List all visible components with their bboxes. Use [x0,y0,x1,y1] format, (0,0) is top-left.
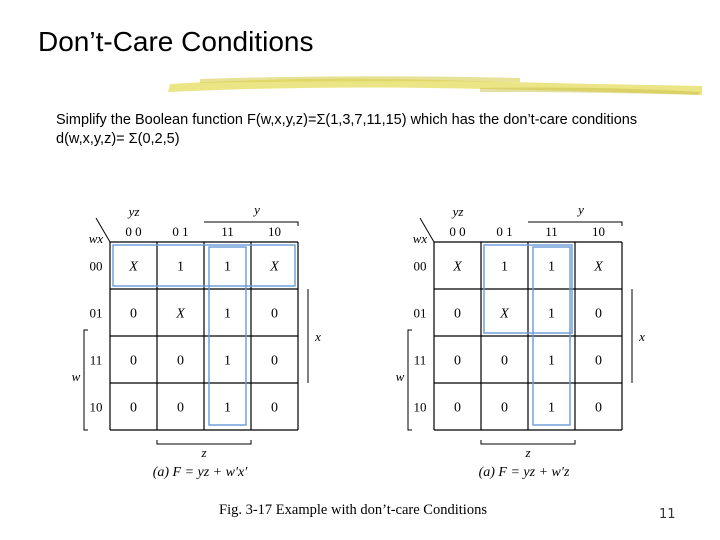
figure-caption: Fig. 3-17 Example with don’t-care Conditions [219,502,487,518]
kmap-col-header: 10 [592,224,605,239]
kmap-col-header: 11 [221,224,234,239]
kmap-col-header: 0 1 [172,224,189,239]
kmap-cell: 0 [595,353,602,369]
kmap-cell: X [176,306,185,322]
kmap-cell: 0 [177,353,184,369]
kmap-cell: 0 [271,400,278,416]
kmap-var-y: y [254,202,260,217]
kmap-z-bracket [157,440,251,444]
kmap-cell: 1 [224,306,231,322]
kmap-z-bracket [481,440,575,444]
kmap-col-header: 0 0 [125,224,142,239]
kmap-cell: 0 [595,306,602,322]
kmap-cell: X [270,259,279,275]
kmap-cell: 1 [548,353,555,369]
kmap-row-var-label: wx [88,231,104,246]
kmap-cell: 0 [501,400,508,416]
kmap-var-x: x [315,329,321,344]
kmap-cell: 0 [454,353,461,369]
kmap-row-header: 10 [89,399,103,415]
kmap-cell: 1 [224,400,231,416]
kmap-row-header: 01 [413,305,427,321]
kmap-cell: 1 [501,259,508,275]
kmap-y-bracket [204,222,298,226]
kmap-var-x: x [639,329,645,344]
kmap-cell: 0 [501,353,508,369]
kmap-row-header: 01 [89,305,103,321]
page-number: 11 [659,507,676,522]
kmap-2 [396,202,645,480]
kmap-cell: 0 [130,306,137,322]
kmap-col-header: 0 0 [449,224,466,239]
kmap-row-var-label: wx [412,231,428,246]
kmap-row-header: 10 [413,399,427,415]
kmap-cell: 1 [548,400,555,416]
kmap-w-bracket [408,330,412,430]
kmap-row-header: 00 [89,258,103,274]
kmap-cell: 0 [130,353,137,369]
kmap-var-z: z [525,445,531,460]
kmap-col-var-label: yz [128,204,140,219]
kmap-w-bracket [84,330,88,430]
kmap-cell: X [453,259,462,275]
kmap-cell: 0 [454,400,461,416]
kmap-var-z: z [201,445,207,460]
kmap-caption: (a) F = yz + w′x′ [152,465,248,480]
kmap-col-var-label: yz [452,204,464,219]
kmap-1 [72,202,321,480]
kmap-cell: X [129,259,138,275]
kmap-caption: (a) F = yz + w′z [478,465,570,480]
kmap-cell: 1 [177,259,184,275]
kmap-cell: X [594,259,603,275]
kmap-var-w: w [395,369,405,384]
kmap-cell: 1 [548,259,555,275]
kmap-cell: 0 [177,400,184,416]
kmap-y-bracket [528,222,622,226]
kmap-var-y: y [578,202,584,217]
kmap-cell: 0 [130,400,137,416]
problem-line-2: d(w,x,y,z)= Σ(0,2,5) [56,131,180,147]
kmap-col-header: 10 [268,224,281,239]
kmap-cell: X [500,306,509,322]
kmap-cell: 1 [224,259,231,275]
kmap-row-header: 00 [413,258,427,274]
kmap-col-header: 11 [545,224,558,239]
kmap-row-header: 11 [89,352,103,368]
problem-line-1: Simplify the Boolean function F(w,x,y,z)=Σ(1,3,7,11,15) which has the don’t-care conditions [56,112,638,128]
slide-title: Don’t-Care Conditions [38,26,314,57]
kmap-var-w: w [71,369,81,384]
kmap-col-header: 0 1 [496,224,513,239]
kmap-row-header: 11 [413,352,427,368]
kmap-cell: 0 [454,306,461,322]
kmap-cell: 1 [224,353,231,369]
kmap-cell: 0 [271,353,278,369]
kmap-cell: 0 [271,306,278,322]
kmap-cell: 0 [595,400,602,416]
kmap-cell: 1 [548,306,555,322]
